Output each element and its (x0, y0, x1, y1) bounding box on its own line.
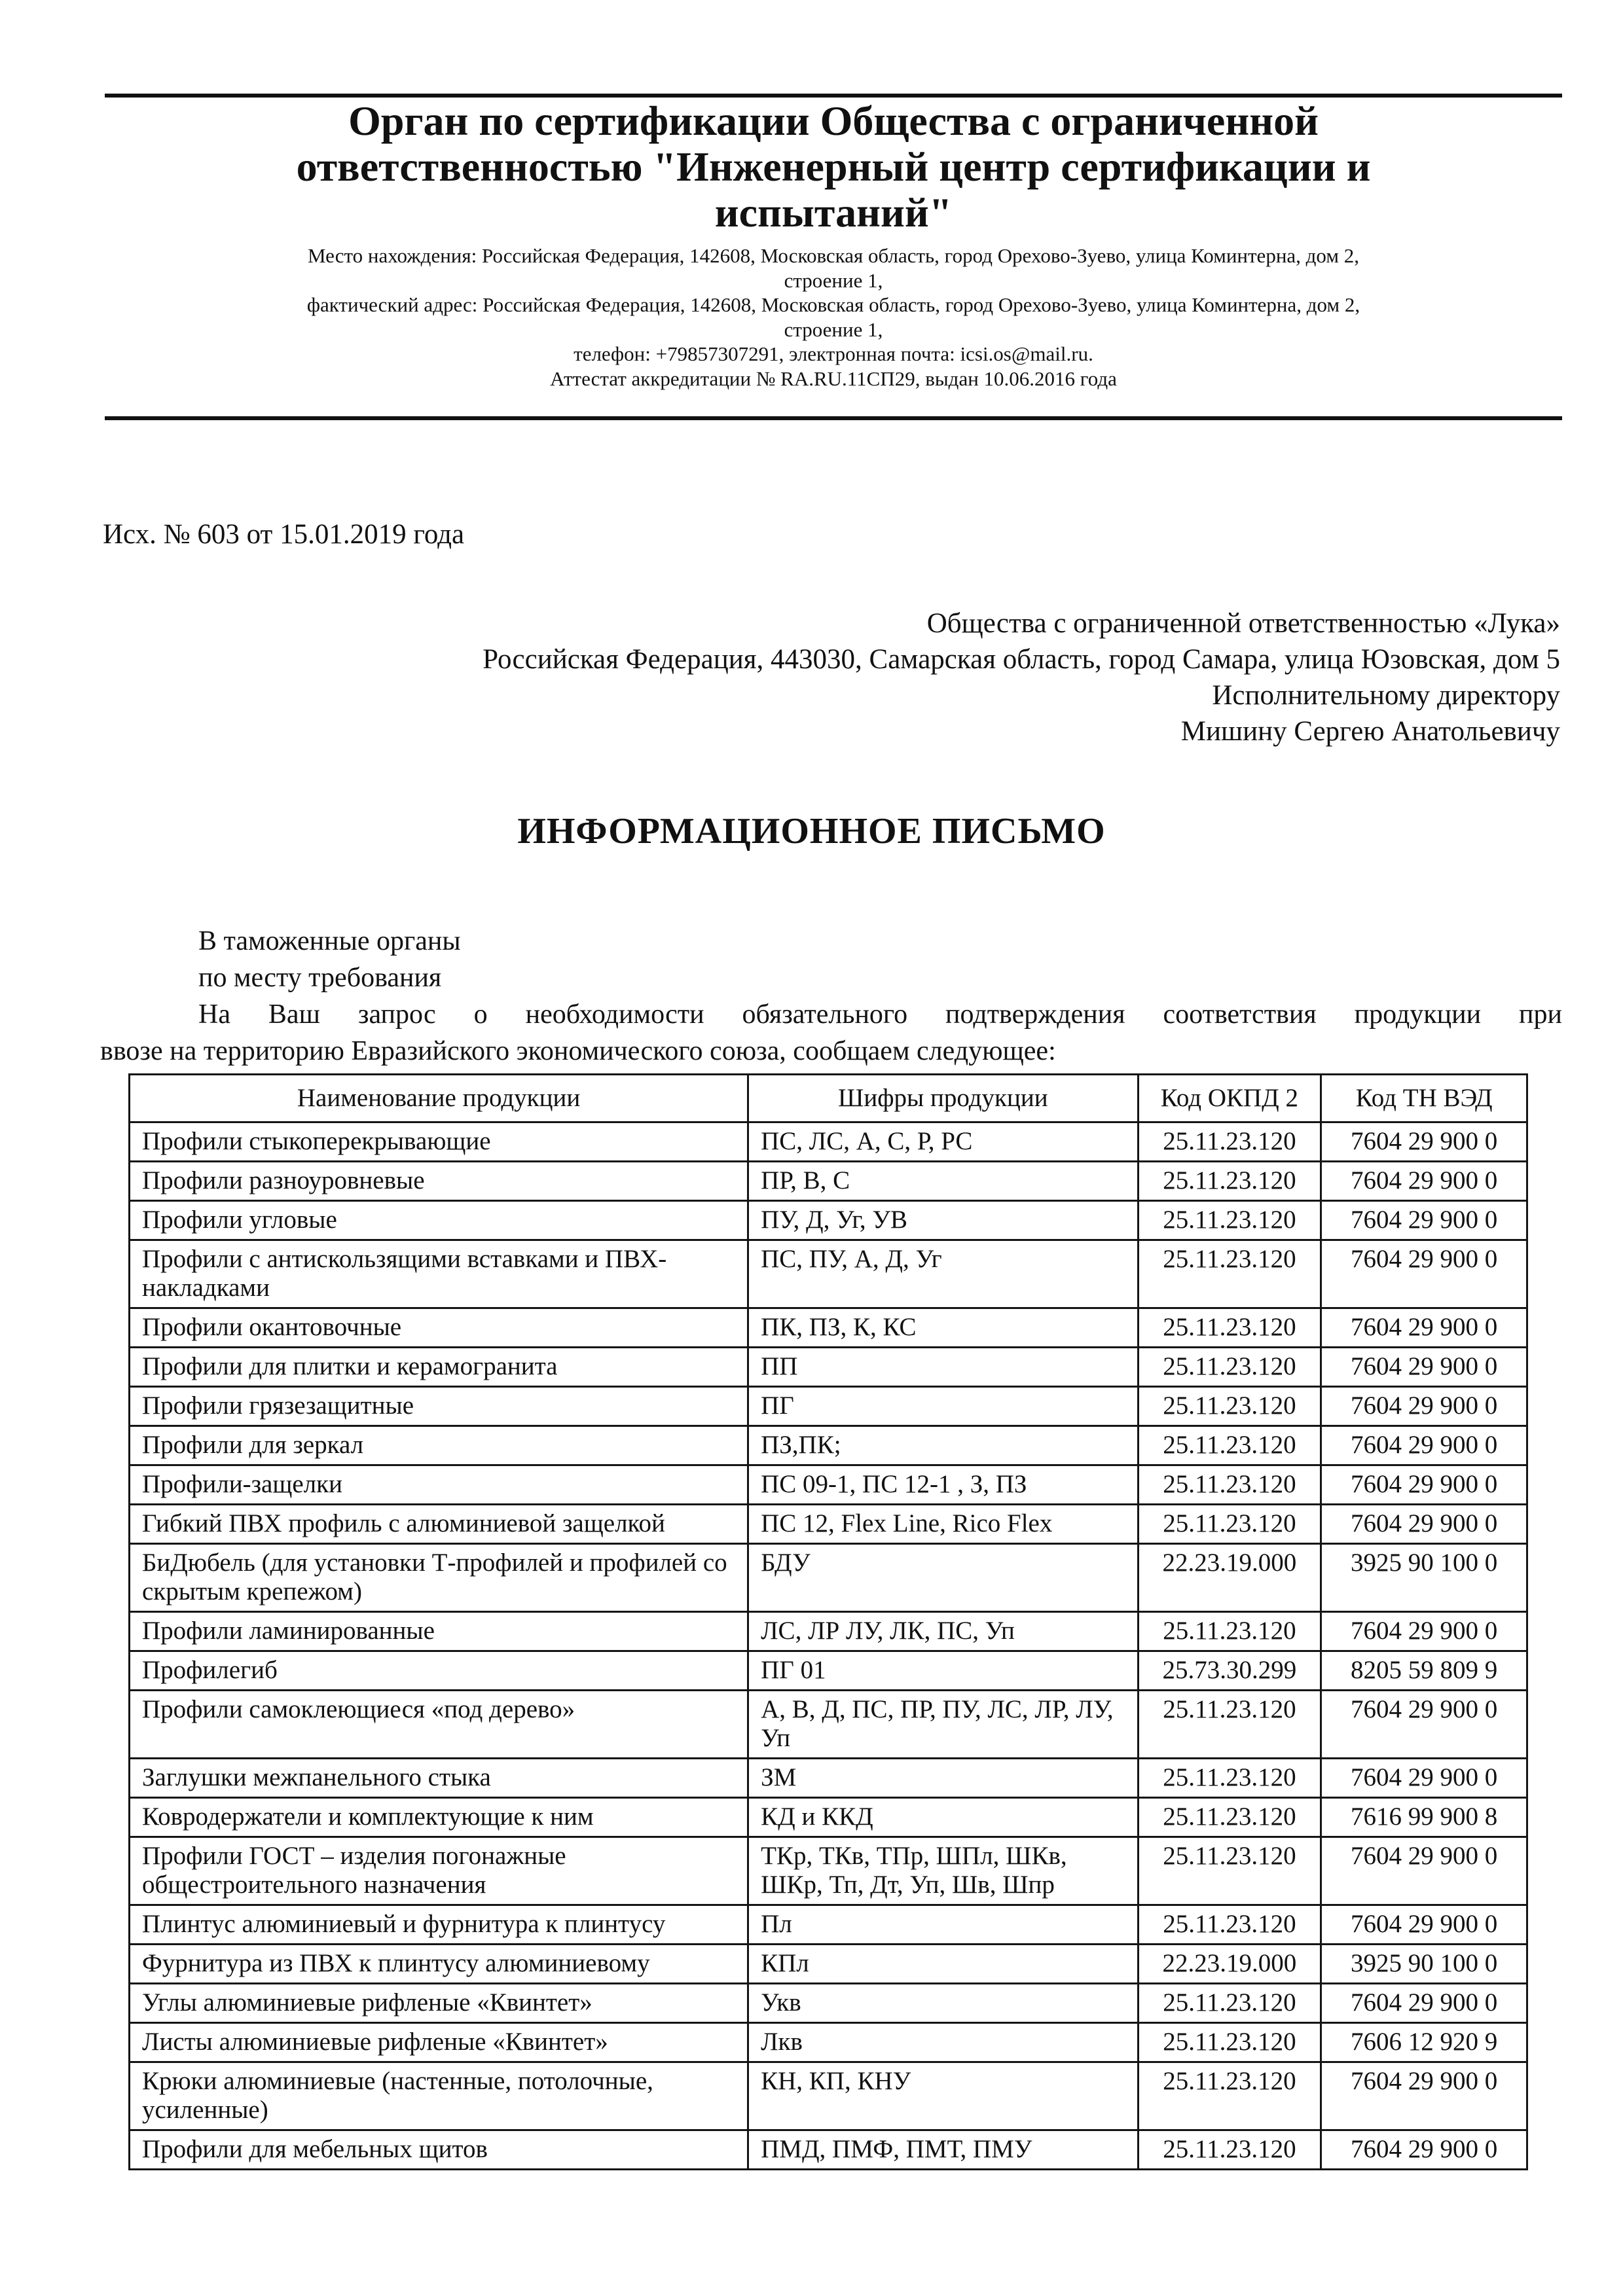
accreditation-line: Аттестат аккредитации № RA.RU.11СП29, выдан 10.06.2016 года (550, 367, 1117, 390)
tnved-cell: 7604 29 900 0 (1321, 1122, 1527, 1162)
product-codes-cell: ПР, В, С (748, 1162, 1138, 1201)
product-codes-cell: Пл (748, 1905, 1138, 1945)
okpd2-cell: 22.23.19.000 (1138, 1544, 1321, 1612)
tnved-cell: 7604 29 900 0 (1321, 1348, 1527, 1387)
table-row (130, 1984, 1527, 2023)
product-codes-cell: Укв (748, 1984, 1138, 2023)
tnved-cell: 7604 29 900 0 (1321, 1612, 1527, 1651)
okpd2-cell: 25.11.23.120 (1138, 1759, 1321, 1798)
product-name-cell: Плинтус алюминиевый и фурнитура к плинтусу (130, 1905, 748, 1945)
table-row (130, 1837, 1527, 1905)
product-codes-cell: А, В, Д, ПС, ПР, ПУ, ЛС, ЛР, ЛУ, Уп (748, 1691, 1138, 1759)
product-name-cell: Профили для плитки и керамогранита (130, 1348, 748, 1387)
organization-title (105, 98, 1562, 236)
tnved-cell: 8205 59 809 9 (1321, 1651, 1527, 1691)
okpd2-cell: 25.11.23.120 (1138, 1162, 1321, 1201)
okpd2-cell: 25.11.23.120 (1138, 1240, 1321, 1308)
addressee-line: по месту требования (198, 963, 442, 993)
product-codes-cell: ПМД, ПМФ, ПМТ, ПМУ (748, 2130, 1138, 2170)
column-header-product-name: Наименование продукции (130, 1075, 748, 1122)
product-name-cell: Профили ГОСТ – изделия погонажные общестроительного назначения (130, 1837, 748, 1905)
addressee-line: В таможенные органы (198, 926, 461, 956)
tnved-cell: 7616 99 900 8 (1321, 1798, 1527, 1837)
product-name-cell: Профили стыкоперекрывающие (130, 1122, 748, 1162)
tnved-cell: 7604 29 900 0 (1321, 1837, 1527, 1905)
document-title: ИНФОРМАЦИОННОЕ ПИСЬМО (517, 811, 1106, 852)
organization-address-block (105, 243, 1562, 391)
table-row (130, 1544, 1527, 1612)
intro-paragraph (100, 996, 1562, 1069)
product-codes-cell: ПУ, Д, Уг, УВ (748, 1201, 1138, 1240)
okpd2-cell: 25.11.23.120 (1138, 1122, 1321, 1162)
product-name-cell: Заглушки межпанельного стыка (130, 1759, 748, 1798)
table-row (130, 1348, 1527, 1387)
okpd2-cell: 22.23.19.000 (1138, 1945, 1321, 1984)
table-row (130, 1308, 1527, 1348)
legal-address-line: строение 1, (784, 268, 883, 292)
product-codes-cell: ПК, ПЗ, К, КС (748, 1308, 1138, 1348)
tnved-cell: 7604 29 900 0 (1321, 1387, 1527, 1426)
recipient-position: Исполнительному директору (1212, 680, 1560, 711)
column-header-okpd2: Код ОКПД 2 (1138, 1075, 1321, 1122)
table-row (130, 2130, 1527, 2170)
table-header-row (130, 1075, 1527, 1122)
recipient-block (483, 605, 1560, 749)
tnved-cell: 7604 29 900 0 (1321, 2062, 1527, 2130)
okpd2-cell: 25.11.23.120 (1138, 2023, 1321, 2062)
product-name-cell: Профили с антискользящими вставками и ПВХ-накладками (130, 1240, 748, 1308)
okpd2-cell: 25.73.30.299 (1138, 1651, 1321, 1691)
okpd2-cell: 25.11.23.120 (1138, 1465, 1321, 1505)
tnved-cell: 7604 29 900 0 (1321, 1691, 1527, 1759)
product-name-cell: Профили окантовочные (130, 1308, 748, 1348)
tnved-cell: 7604 29 900 0 (1321, 2130, 1527, 2170)
table-row (130, 1162, 1527, 1201)
table-row (130, 1759, 1527, 1798)
okpd2-cell: 25.11.23.120 (1138, 1505, 1321, 1544)
organization-title-line: испытаний" (714, 189, 953, 236)
tnved-cell: 7604 29 900 0 (1321, 1759, 1527, 1798)
tnved-cell: 7604 29 900 0 (1321, 1905, 1527, 1945)
table-body (130, 1122, 1527, 2170)
okpd2-cell: 25.11.23.120 (1138, 1308, 1321, 1348)
okpd2-cell: 25.11.23.120 (1138, 1691, 1321, 1759)
legal-address-line: Место нахождения: Российская Федерация, 142608, Московская область, город Орехово-Зуево, улица Коминтерна, дом 2, (308, 244, 1359, 267)
tnved-cell: 7604 29 900 0 (1321, 1426, 1527, 1465)
organization-title-line: Орган по сертификации Общества с ограниченной (348, 98, 1319, 144)
tnved-cell: 7604 29 900 0 (1321, 1505, 1527, 1544)
product-codes-cell: ПП (748, 1348, 1138, 1387)
okpd2-cell: 25.11.23.120 (1138, 2130, 1321, 2170)
products-table (128, 1073, 1528, 2170)
tnved-cell: 7604 29 900 0 (1321, 1162, 1527, 1201)
tnved-cell: 7606 12 920 9 (1321, 2023, 1527, 2062)
tnved-cell: 7604 29 900 0 (1321, 1240, 1527, 1308)
okpd2-cell: 25.11.23.120 (1138, 1612, 1321, 1651)
table-row (130, 1465, 1527, 1505)
okpd2-cell: 25.11.23.120 (1138, 2062, 1321, 2130)
product-name-cell: Профилегиб (130, 1651, 748, 1691)
product-codes-cell: ПС, ПУ, А, Д, Уг (748, 1240, 1138, 1308)
okpd2-cell: 25.11.23.120 (1138, 1798, 1321, 1837)
product-name-cell: Профили для зеркал (130, 1426, 748, 1465)
okpd2-cell: 25.11.23.120 (1138, 1905, 1321, 1945)
contacts-line: телефон: +79857307291, электронная почта: icsi.os@mail.ru. (574, 342, 1093, 366)
table-row (130, 1426, 1527, 1465)
product-codes-cell: ЛС, ЛР ЛУ, ЛК, ПС, Уп (748, 1612, 1138, 1651)
okpd2-cell: 25.11.23.120 (1138, 1201, 1321, 1240)
product-name-cell: Листы алюминиевые рифленые «Квинтет» (130, 2023, 748, 2062)
product-name-cell: Профили грязезащитные (130, 1387, 748, 1426)
okpd2-cell: 25.11.23.120 (1138, 1387, 1321, 1426)
okpd2-cell: 25.11.23.120 (1138, 1837, 1321, 1905)
organization-title-line: ответственностью "Инженерный центр сертификации и (296, 143, 1371, 190)
product-name-cell: Фурнитура из ПВХ к плинтусу алюминиевому (130, 1945, 748, 1984)
recipient-address: Российская Федерация, 443030, Самарская область, город Самара, улица Юзовская, дом 5 (483, 644, 1560, 675)
table-row (130, 1798, 1527, 1837)
product-name-cell: Крюки алюминиевые (настенные, потолочные, усиленные) (130, 2062, 748, 2130)
product-name-cell: Профили-защелки (130, 1465, 748, 1505)
column-header-product-codes: Шифры продукции (748, 1075, 1138, 1122)
product-name-cell: Гибкий ПВХ профиль с алюминиевой защелкой (130, 1505, 748, 1544)
recipient-company: Общества с ограниченной ответственностью «Лука» (926, 608, 1560, 639)
table-row (130, 1240, 1527, 1308)
tnved-cell: 3925 90 100 0 (1321, 1544, 1527, 1612)
product-name-cell: Профили разноуровневые (130, 1162, 748, 1201)
okpd2-cell: 25.11.23.120 (1138, 1984, 1321, 2023)
table-row (130, 1387, 1527, 1426)
intro-paragraph-line: На Ваш запрос о необходимости обязательного подтверждения соответствия продукции при (198, 999, 1562, 1030)
table-row (130, 1505, 1527, 1544)
table-row (130, 1612, 1527, 1651)
tnved-cell: 7604 29 900 0 (1321, 1465, 1527, 1505)
tnved-cell: 7604 29 900 0 (1321, 1984, 1527, 2023)
table-row (130, 1691, 1527, 1759)
product-codes-cell: ПГ (748, 1387, 1138, 1426)
table-row (130, 1651, 1527, 1691)
product-codes-cell: КПл (748, 1945, 1138, 1984)
actual-address-line: фактический адрес: Российская Федерация, 142608, Московская область, город Орехово-Зуево, улица Коминтерна, дом 2, (306, 293, 1360, 317)
table-row (130, 1905, 1527, 1945)
tnved-cell: 3925 90 100 0 (1321, 1945, 1527, 1984)
product-codes-cell: ПС, ЛС, А, С, Р, РС (748, 1122, 1138, 1162)
okpd2-cell: 25.11.23.120 (1138, 1426, 1321, 1465)
product-name-cell: Профили угловые (130, 1201, 748, 1240)
table-row (130, 2023, 1527, 2062)
product-name-cell: Профили для мебельных щитов (130, 2130, 748, 2170)
product-codes-cell: КН, КП, КНУ (748, 2062, 1138, 2130)
table-row (130, 2062, 1527, 2130)
product-name-cell: Профили самоклеющиеся «под дерево» (130, 1691, 748, 1759)
tnved-cell: 7604 29 900 0 (1321, 1201, 1527, 1240)
product-codes-cell: ЗМ (748, 1759, 1138, 1798)
product-codes-cell: КД и ККД (748, 1798, 1138, 1837)
product-codes-cell: ПЗ,ПК; (748, 1426, 1138, 1465)
product-codes-cell: ПС 12, Flex Line, Rico Flex (748, 1505, 1138, 1544)
tnved-cell: 7604 29 900 0 (1321, 1308, 1527, 1348)
product-name-cell: Профили ламинированные (130, 1612, 748, 1651)
column-header-tnved: Код ТН ВЭД (1321, 1075, 1527, 1122)
product-name-cell: БиДюбель (для установки Т-профилей и профилей со скрытым крепежом) (130, 1544, 748, 1612)
outgoing-reference: Исх. № 603 от 15.01.2019 года (103, 519, 465, 550)
product-name-cell: Углы алюминиевые рифленые «Квинтет» (130, 1984, 748, 2023)
product-codes-cell: ПС 09-1, ПС 12-1 , З, ПЗ (748, 1465, 1138, 1505)
product-codes-cell: ПГ 01 (748, 1651, 1138, 1691)
actual-address-line: строение 1, (784, 317, 883, 341)
product-codes-cell: Лкв (748, 2023, 1138, 2062)
okpd2-cell: 25.11.23.120 (1138, 1348, 1321, 1387)
header-bottom-rule (105, 416, 1562, 420)
table-row (130, 1201, 1527, 1240)
product-name-cell: Ковродержатели и комплектующие к ним (130, 1798, 748, 1837)
intro-paragraph-line: ввозе на территорию Евразийского экономического союза, сообщаем следующее: (100, 1036, 1056, 1066)
table-row (130, 1122, 1527, 1162)
intro-block (100, 923, 1562, 1069)
product-codes-cell: ТКр, ТКв, ТПр, ШПл, ШКв, ШКр, Тп, Дт, Уп, Шв, Шпр (748, 1837, 1138, 1905)
table-row (130, 1945, 1527, 1984)
product-codes-cell: БДУ (748, 1544, 1138, 1612)
recipient-name: Мишину Сергею Анатольевичу (1180, 716, 1560, 747)
